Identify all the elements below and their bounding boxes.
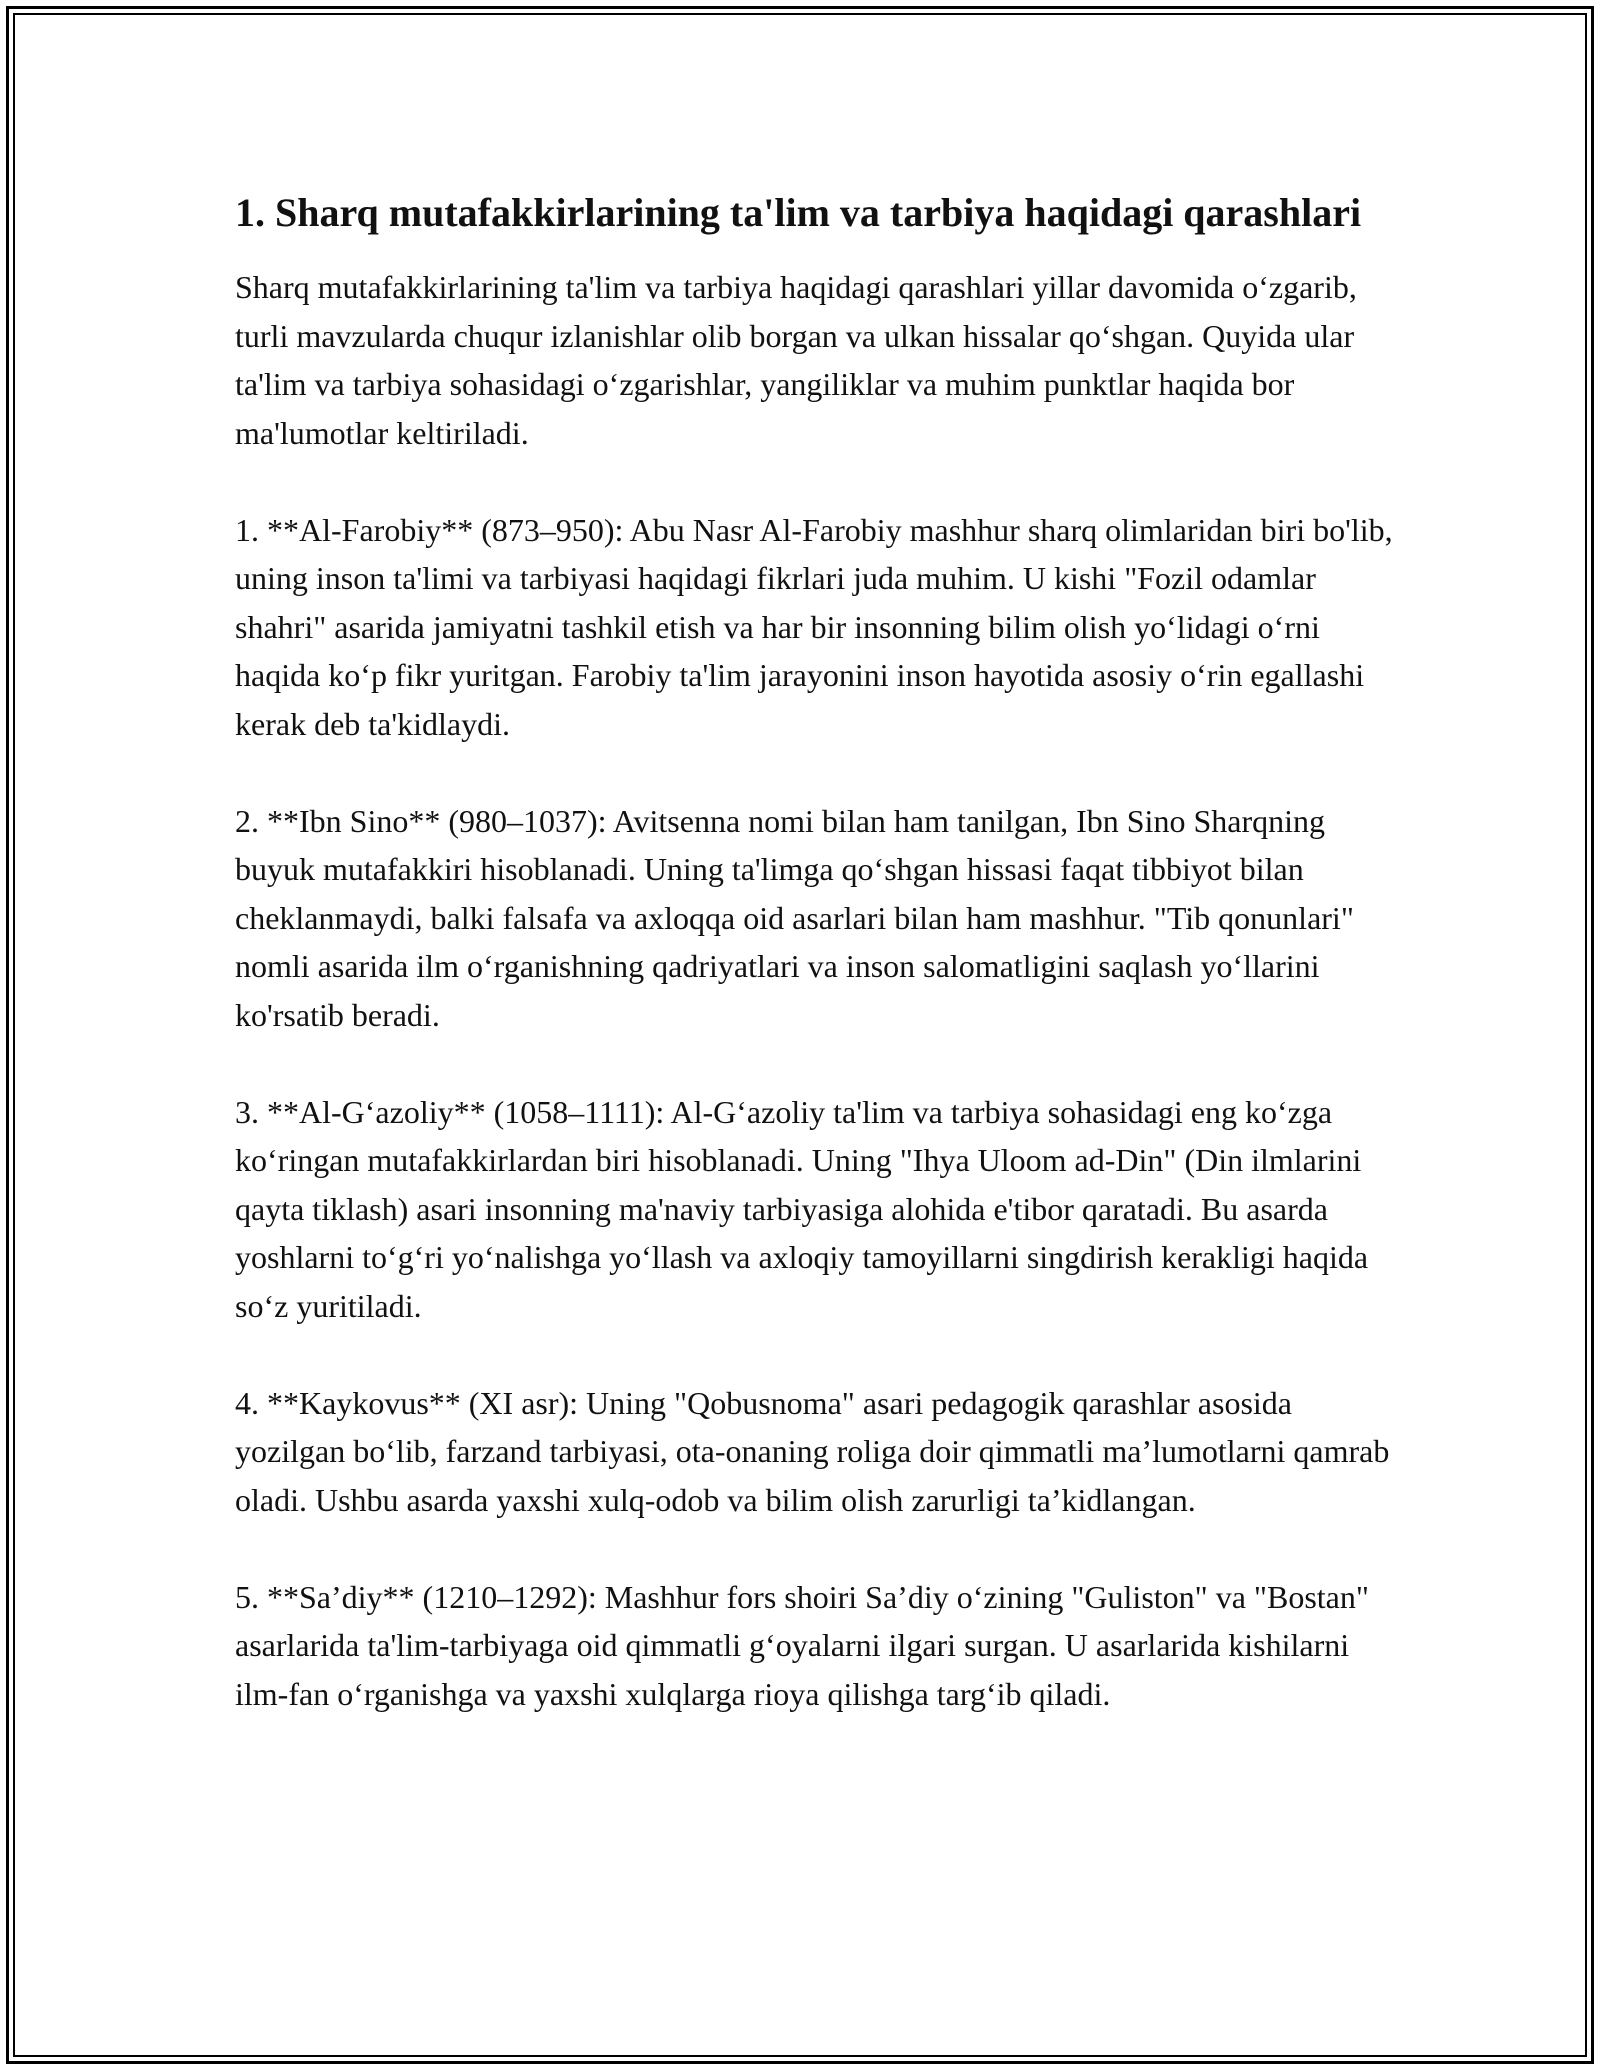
paragraph-sadiy: 5. **Sa’diy** (1210–1292): Mashhur fors shoiri Sa’diy o‘zining "Guliston" va "Bostan" asarlarida ta'lim-tarbiyaga oid qimmatli g‘oyalarni ilgari surgan. U asarlarida kishilarni ilm-fan o‘rganishga va yaxshi xulqlarga rioya qilishga targ‘ib qiladi. [235, 1578, 1369, 1712]
document-body [235, 185, 1395, 1767]
section-title: 1. Sharq mutafakkirlarining ta'lim va tarbiya haqidagi qarashlari [235, 190, 1362, 235]
paragraph-ibn-sino: 2. **Ibn Sino** (980–1037): Avitsenna nomi bilan ham tanilgan, Ibn Sino Sharqning buyuk mutafakkiri hisoblanadi. Uning ta'limga qo‘shgan hissasi faqat tibbiyot bilan cheklanmaydi, balki falsafa va axloqqa oid asarlari bilan ham mashhur. "Tib qonunlari" nomli asarida ilm o‘rganishning qadriyatlari va inson salomatligini saqlash yo‘llarini ko'rsatib beradi. [235, 802, 1354, 1033]
paragraph-al-gazoliy: 3. **Al-G‘azoliy** (1058–1111): Al-G‘azoliy ta'lim va tarbiya sohasidagi eng ko‘zga ko‘ringan mutafakkirlardan biri hisoblanadi. Uning "Ihya Uloom ad-Din" (Din ilmlarini qayta tiklash) asari insonning ma'naviy tarbiyasiga alohida e'tibor qaratadi. Bu asarda yoshlarni to‘g‘ri yo‘nalishga yo‘llash va axloqiy tamoyillarni singdirish kerakligi haqida so‘z yuritiladi. [235, 1093, 1369, 1324]
paragraph-kaykovus: 4. **Kaykovus** (XI asr): Uning "Qobusnoma" asari pedagogik qarashlar asosida yozilgan bo‘lib, farzand tarbiyasi, ota-onaning roliga doir qimmatli ma’lumotlarni qamrab oladi. Ushbu asarda yaxshi xulq-odob va bilim olish zarurligi ta’kidlangan. [235, 1384, 1390, 1518]
intro-paragraph: Sharq mutafakkirlarining ta'lim va tarbiya haqidagi qarashlari yillar davomida o‘zgarib, turli mavzularda chuqur izlanishlar olib borgan va ulkan hissalar qo‘shgan. Quyida ular ta'lim va tarbiya sohasidagi o‘zgarishlar, yangiliklar va muhim punktlar haqida bor ma'lumotlar keltiriladi. [235, 269, 1357, 451]
paragraph-al-farobiy: 1. **Al-Farobiy** (873–950): Abu Nasr Al-Farobiy mashhur sharq olimlaridan biri bo'lib, uning inson ta'limi va tarbiyasi haqidagi fikrlari juda muhim. U kishi "Fozil odamlar shahri" asarida jamiyatni tashkil etish va har bir insonning bilim olish yo‘lidagi o‘rni haqida ko‘p fikr yuritgan. Farobiy ta'lim jarayonini inson hayotida asosiy o‘rin egallashi kerak deb ta'kidlaydi. [235, 511, 1393, 742]
